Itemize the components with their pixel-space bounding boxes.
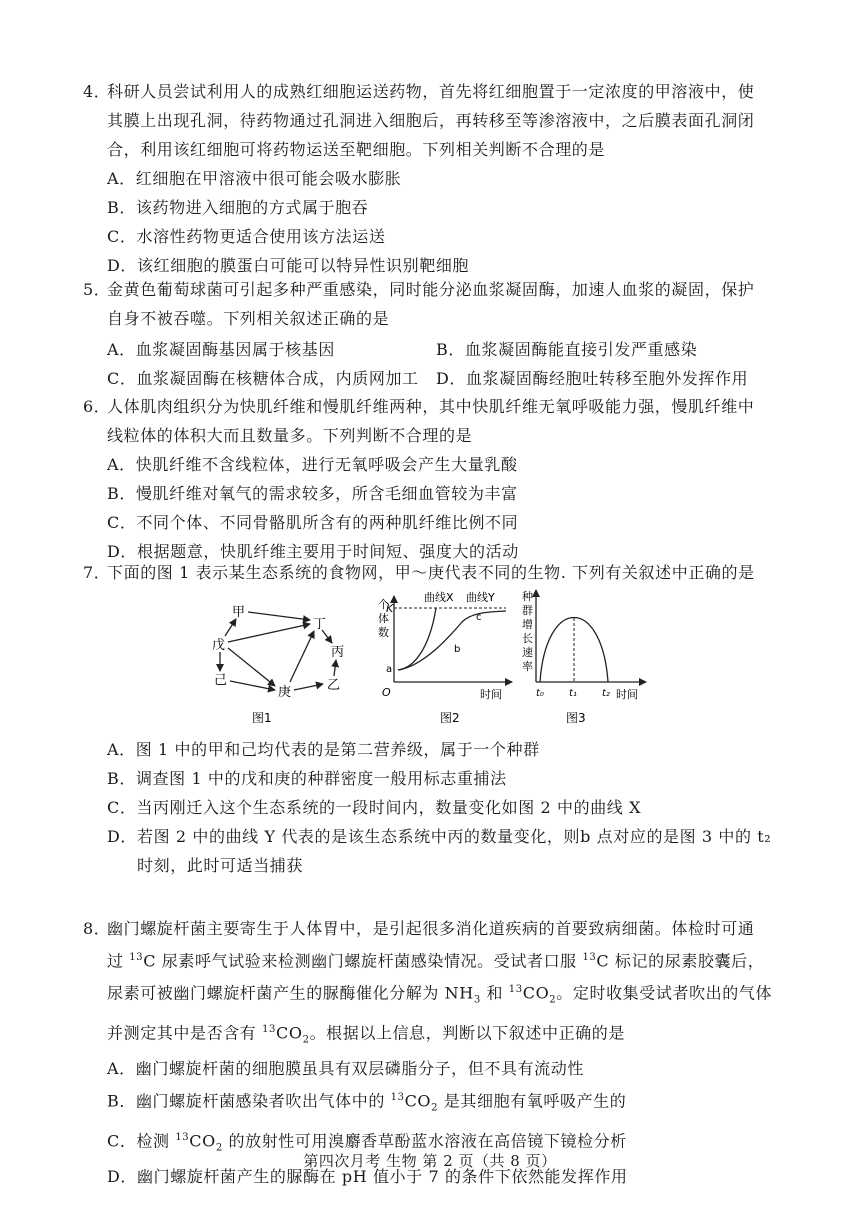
question-text: 下面的图 1 表示某生态系统的食物网，甲～庚代表不同的生物. 下列有关叙述中正确的是 bbox=[107, 563, 755, 582]
figure-3-caption: 图3 bbox=[566, 711, 586, 725]
node-yi: 乙 bbox=[327, 678, 341, 693]
origin-label: O bbox=[382, 686, 391, 699]
question-7 bbox=[83, 558, 803, 587]
question-5 bbox=[83, 275, 803, 333]
y-label-1: 种 bbox=[522, 590, 533, 603]
y-label-4: 长 bbox=[522, 632, 533, 645]
text-part: C 尿素呼气试验来检测幽门螺旋杆菌感染情况。受试者口服 bbox=[143, 951, 583, 971]
option-c: C．血浆凝固酶在核糖体合成，内质网加工 bbox=[107, 369, 419, 388]
figures bbox=[210, 586, 658, 726]
page-footer: 第四次月考 生物 第 2 页（共 8 页） bbox=[303, 1152, 557, 1170]
curve-x-label: 曲线X bbox=[424, 591, 454, 604]
subscript: 2 bbox=[215, 1142, 223, 1154]
k-label: K bbox=[386, 602, 394, 615]
subscript: 2 bbox=[302, 1034, 310, 1046]
option-d: D．幽门螺旋杆菌产生的脲酶在 pH 值小于 7 的条件下依然能发挥作用 bbox=[107, 1167, 628, 1187]
text-part: CO bbox=[404, 1091, 432, 1111]
text-part: 并测定其中是否含有 bbox=[107, 1023, 263, 1043]
node-geng: 庚 bbox=[278, 685, 292, 700]
option-d-continued: 时刻，此时可适当捕获 bbox=[137, 856, 304, 875]
question-text bbox=[83, 975, 803, 1015]
option-a: A．幽门螺旋杆菌的细胞膜虽具有双层磷脂分子，但不具有流动性 bbox=[107, 1059, 584, 1079]
question-number: 4． bbox=[83, 82, 111, 101]
node-wu: 戊 bbox=[212, 638, 226, 653]
point-a-label: a bbox=[386, 664, 393, 675]
option-b: B．该药物进入细胞的方式属于胞吞 bbox=[107, 198, 369, 217]
option-a: A．快肌纤维不含线粒体，进行无氧呼吸会产生大量乳酸 bbox=[107, 455, 518, 474]
subscript: 2 bbox=[431, 1102, 439, 1114]
node-ji: 己 bbox=[214, 673, 228, 688]
question-4 bbox=[83, 77, 803, 280]
question-text bbox=[83, 1015, 803, 1055]
text-part: C．检测 bbox=[107, 1131, 176, 1151]
text-part: B．幽门螺旋杆菌感染者吹出气体中的 bbox=[107, 1091, 391, 1111]
option-c: C．不同个体、不同骨骼肌所含有的两种肌纤维比例不同 bbox=[107, 513, 519, 532]
question-text: 人体肌肉组织分为快肌纤维和慢肌纤维两种，其中快肌纤维无氧呼吸能力强，慢肌纤维中 bbox=[107, 397, 755, 416]
t1-label: t₁ bbox=[569, 688, 577, 699]
question-number: 5． bbox=[83, 280, 111, 299]
text-part: C 标记的尿素胶囊后， bbox=[596, 951, 765, 971]
node-bing: 丙 bbox=[331, 645, 345, 660]
point-c-label: c bbox=[476, 612, 482, 623]
isotope-mark: 13 bbox=[390, 1092, 405, 1104]
curve-y-label: 曲线Y bbox=[466, 591, 495, 604]
isotope-mark: 13 bbox=[175, 1131, 190, 1143]
figure-2-caption: 图2 bbox=[440, 711, 460, 725]
text-part: CO bbox=[276, 1023, 303, 1043]
question-text: 科研人员尝试利用人的成熟红细胞运送药物，首先将红细胞置于一定浓度的甲溶液中，使 bbox=[107, 82, 755, 101]
question-number: 8． bbox=[83, 919, 111, 938]
option-a: A．血浆凝固酶基因属于核基因 bbox=[107, 340, 335, 359]
figure-2-growth-curves bbox=[378, 590, 512, 725]
text-part: 。根据以上信息，判断以下叙述中正确的是 bbox=[309, 1023, 625, 1043]
question-number: 7． bbox=[83, 563, 111, 582]
node-jia: 甲 bbox=[232, 605, 246, 620]
option-a: A．红细胞在甲溶液中很可能会吸水膨胀 bbox=[107, 169, 402, 188]
text-part: 的放射性可用溴麝香草酚蓝水溶液在高倍镜下镜检分析 bbox=[222, 1131, 627, 1151]
t2-label: t₂ bbox=[602, 688, 610, 699]
question-text: 合，利用该红细胞可将药物运送至靶细胞。下列相关判断不合理的是 bbox=[107, 140, 606, 159]
figure-1-caption: 图1 bbox=[252, 711, 272, 725]
option-d: D．若图 2 中的曲线 Y 代表的是该生态系统中丙的数量变化，则b 点对应的是图 3 中的 t₂ bbox=[107, 827, 772, 846]
text-part: 尿素可被幽门螺旋杆菌产生的脲酶催化分解为 NH bbox=[107, 983, 474, 1003]
y-label-2: 群 bbox=[522, 604, 533, 617]
subscript: 3 bbox=[473, 994, 481, 1006]
option-c: C．当丙刚迁入这个生态系统的一段时间内，数量变化如图 2 中的曲线 X bbox=[107, 798, 642, 817]
y-label-6: 率 bbox=[522, 660, 533, 673]
y-label-2: 体 bbox=[378, 612, 389, 625]
question-text bbox=[83, 943, 803, 975]
option-b: B．血浆凝固酶能直接引发严重感染 bbox=[436, 340, 698, 359]
option-d: D．血浆凝固酶经胞吐转移至胞外发挥作用 bbox=[436, 369, 749, 388]
x-axis-label: 时间 bbox=[480, 688, 502, 701]
text-part: 和 bbox=[480, 983, 509, 1003]
t0-label: t₀ bbox=[536, 688, 544, 699]
text-part: CO bbox=[189, 1131, 216, 1151]
figure-3-growth-rate bbox=[522, 590, 646, 725]
y-label-1: 个 bbox=[378, 598, 389, 611]
x-axis-label: 时间 bbox=[616, 688, 638, 701]
question-number: 6． bbox=[83, 397, 111, 416]
figure-panel bbox=[210, 586, 658, 726]
isotope-mark: 13 bbox=[262, 1023, 277, 1035]
question-text: 其膜上出现孔洞，待药物通过孔洞进入细胞后，再转移至等渗溶液中，之后膜表面孔洞闭 bbox=[107, 111, 755, 130]
y-label-5: 速 bbox=[522, 646, 533, 659]
option-d: D．根据题意，快肌纤维主要用于时间短、强度大的活动 bbox=[107, 542, 519, 561]
point-b-label: b bbox=[454, 644, 461, 655]
option-d: D．该红细胞的膜蛋白可能可以特异性识别靶细胞 bbox=[107, 256, 470, 275]
text-part: 。定时收集受试者吹出的气体 bbox=[556, 983, 773, 1003]
option-b: B．慢肌纤维对氧气的需求较多，所含毛细血管较为丰富 bbox=[107, 484, 518, 503]
option-c: C．水溶性药物更适合使用该方法运送 bbox=[107, 227, 386, 246]
option-b: B．调查图 1 中的戊和庚的种群密度一般用标志重捕法 bbox=[107, 769, 507, 788]
text-part: 是其细胞有氧呼吸产生的 bbox=[438, 1091, 627, 1111]
isotope-mark: 13 bbox=[129, 952, 144, 963]
question-text: 线粒体的体积大而且数量多。下列判断不合理的是 bbox=[107, 426, 473, 445]
question-text: 幽门螺旋杆菌主要寄生于人体胃中，是引起很多消化道疾病的首要致病细菌。体检时可通 bbox=[107, 919, 755, 938]
text-part: CO bbox=[522, 983, 550, 1003]
option-a: A．图 1 中的甲和己均代表的是第二营养级，属于一个种群 bbox=[107, 740, 540, 759]
question-text: 自身不被吞噬。下列相关叙述正确的是 bbox=[107, 309, 390, 328]
isotope-mark: 13 bbox=[508, 984, 523, 996]
question-7-options bbox=[83, 735, 803, 880]
question-6 bbox=[83, 392, 803, 566]
y-label-3: 数 bbox=[378, 626, 389, 639]
question-text: 金黄色葡萄球菌可引起多种严重感染，同时能分泌血浆凝固酶，加速人血浆的凝固，保护 bbox=[107, 280, 755, 299]
isotope-mark: 13 bbox=[582, 952, 597, 963]
text-part: 过 bbox=[107, 951, 130, 971]
curve-x bbox=[398, 608, 436, 670]
y-label-3: 增 bbox=[522, 618, 533, 631]
subscript: 2 bbox=[549, 994, 557, 1006]
figure-1-food-web bbox=[212, 605, 344, 725]
node-ding: 丁 bbox=[313, 617, 327, 632]
option-b bbox=[83, 1083, 803, 1123]
